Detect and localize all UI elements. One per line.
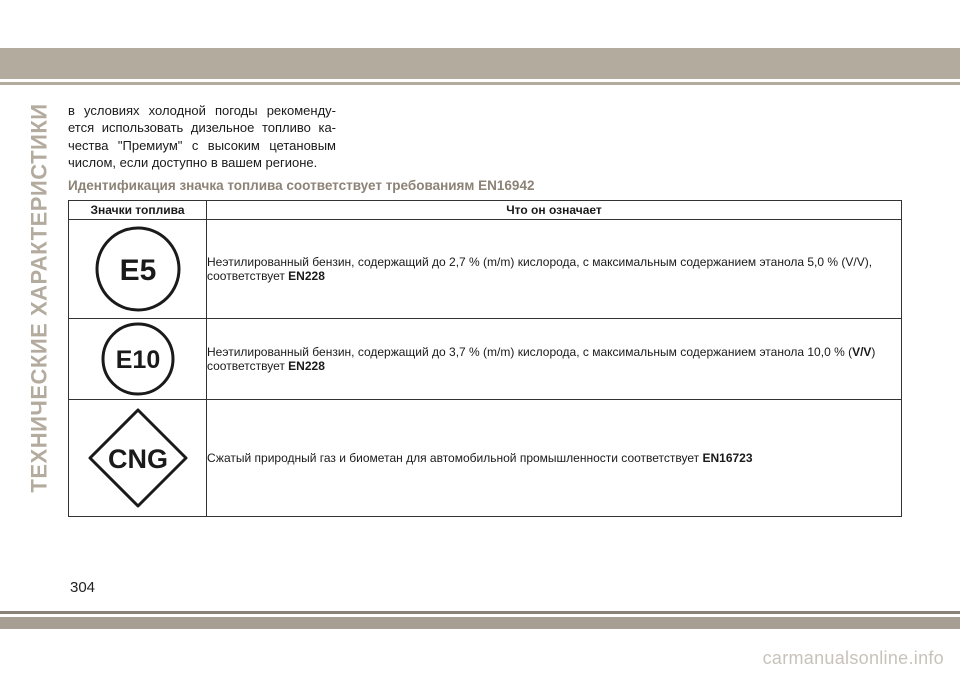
e10-circle-icon	[100, 321, 176, 397]
description-text: Неэтилированный бензин, содержащий до 3,7 % (m/m) кислорода, с максимальным содержанием этанола 10,0 % (	[207, 344, 853, 359]
footer-band	[0, 617, 960, 629]
side-title-text: ТЕХНИЧЕСКИЕ ХАРАКТЕРИСТИКИ	[27, 103, 53, 493]
standard-code: EN16723	[702, 450, 753, 465]
header-divider	[0, 82, 960, 85]
section-side-title	[28, 102, 52, 494]
fuel-description	[207, 319, 902, 400]
cng-diamond-icon	[86, 406, 190, 510]
table-row	[69, 400, 902, 517]
page-number: 304	[70, 579, 96, 596]
table-header-icons: Значки топлива	[69, 201, 207, 220]
table-header-meaning: Что он означает	[207, 201, 902, 220]
icon-label: E10	[115, 346, 160, 374]
icon-label: CNG	[107, 444, 168, 474]
fuel-description	[207, 220, 902, 319]
unit-bold: V/V	[852, 344, 872, 359]
watermark: carmanualsonline.info	[762, 648, 944, 668]
e5-circle-icon	[93, 224, 183, 314]
table-row	[69, 220, 902, 319]
fuel-icon-cell	[69, 319, 207, 400]
table-row	[69, 319, 902, 400]
header-band	[0, 48, 960, 79]
fuel-icon-cell	[69, 220, 207, 319]
footer-divider	[0, 611, 960, 614]
standard-code: EN228	[288, 269, 325, 283]
fuel-icon-table	[68, 200, 902, 517]
description-text: Неэтилированный бензин, содержащий до 2,7 % (m/m) кислорода, с максимальным содержанием этанола 5,0 % (V/V), соответствует	[207, 254, 873, 283]
intro-paragraph: в условиях холодной погоды рекоменду-ется использовать дизельное топливо ка-чества "Премиум" с высоким цетановым числом, если доступно в вашем регионе.	[68, 103, 336, 170]
fuel-description	[207, 400, 902, 517]
section-heading: Идентификация значка топлива соответствует требованиям EN16942	[68, 178, 535, 193]
standard-code: EN228	[288, 359, 325, 373]
icon-label: E5	[119, 254, 156, 287]
description-text: Сжатый природный газ и биометан для автомобильной промышленности соответствует	[207, 450, 703, 465]
description-text-cont: ) соответствует	[207, 344, 876, 373]
table-header-row	[69, 201, 902, 220]
fuel-icon-cell	[69, 400, 207, 517]
